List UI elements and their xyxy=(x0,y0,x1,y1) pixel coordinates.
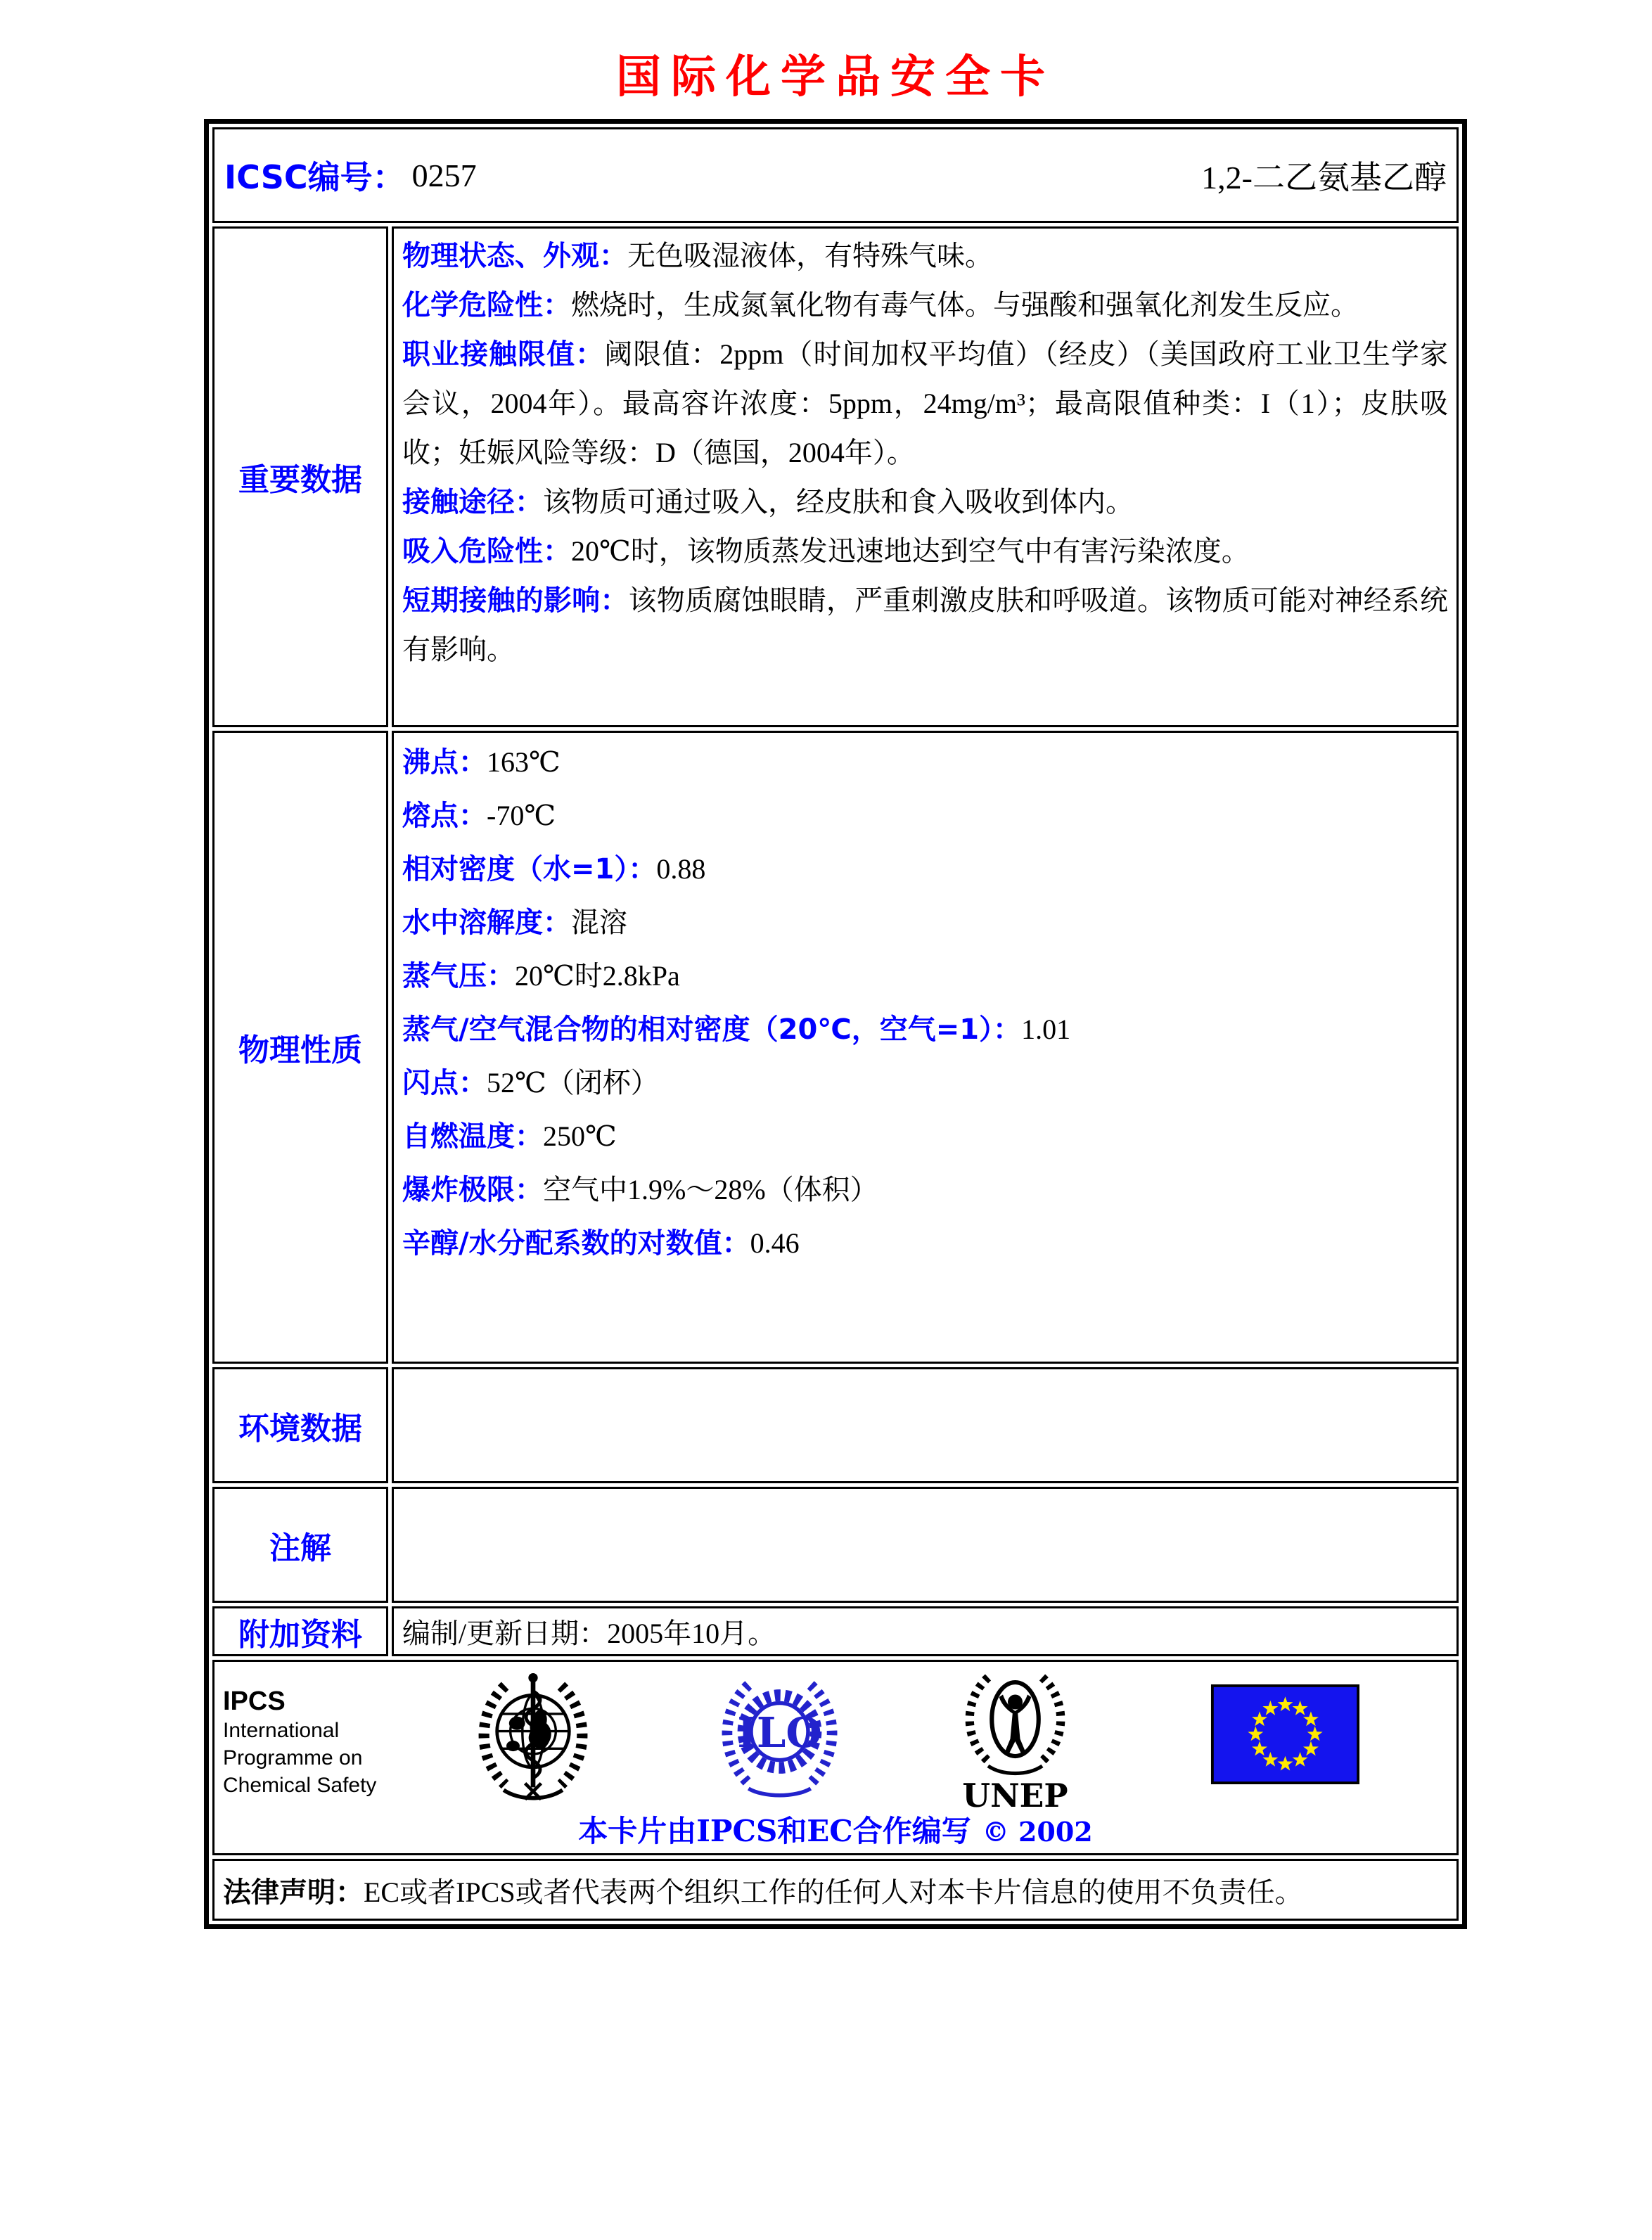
field-exposure-routes: 接触途径：该物质可通过吸入，经皮肤和食入吸收到体内。 xyxy=(402,486,1134,518)
legal-label: 法律声明： xyxy=(223,1876,364,1909)
prop-autoignition-temp: 自燃温度：250℃ xyxy=(402,1120,617,1153)
section-label-additional-info: 附加资料 xyxy=(212,1606,388,1656)
ipcs-title: IPCS xyxy=(223,1687,286,1716)
header-row xyxy=(212,127,1459,223)
physical-properties-content xyxy=(392,731,1459,1364)
field-inhalation-risk: 吸入危险性：20℃时，该物质蒸发迅速地达到空气中有害污染浓度。 xyxy=(402,535,1250,568)
copyright: © 2002 xyxy=(982,1816,1093,1848)
section-physical-properties xyxy=(212,731,1459,1364)
section-label-notes: 注解 xyxy=(212,1487,388,1603)
unep-logo xyxy=(954,1668,1077,1815)
eu-flag xyxy=(1210,1684,1361,1784)
prop-flash-point: 闪点：52℃（闭杯） xyxy=(402,1067,659,1099)
prop-octanol-water: 辛醇/水分配系数的对数值：0.46 xyxy=(402,1227,800,1260)
section-environmental-data xyxy=(212,1367,1459,1483)
credit-line xyxy=(214,1808,1456,1850)
prop-relative-density: 相对密度（水=1）：0.88 xyxy=(402,853,706,885)
prop-boiling-point: 沸点：163℃ xyxy=(402,746,561,779)
footer-cell xyxy=(212,1660,1459,1855)
update-date: 编制/更新日期：2005年10月。 xyxy=(402,1618,776,1649)
section-label-important-data: 重要数据 xyxy=(212,226,388,727)
field-physical-state: 物理状态、外观：无色吸湿液体，有特殊气味。 xyxy=(402,240,993,272)
prop-melting-point: 熔点：-70℃ xyxy=(402,800,556,832)
field-chemical-danger: 化学危险性：燃烧时，生成氮氧化物有毒气体。与强酸和强氧化剂发生反应。 xyxy=(402,289,1359,321)
prop-vapor-pressure: 蒸气压：20℃时2.8kPa xyxy=(402,960,680,992)
icsc-number-value: 0257 xyxy=(411,157,477,193)
legal-cell xyxy=(212,1859,1459,1921)
page-title: 国际化学品安全卡 xyxy=(616,51,1055,103)
who-logo xyxy=(466,1669,600,1810)
prop-explosive-limits: 爆炸极限：空气中1.9%～28%（体积） xyxy=(402,1174,878,1206)
icsc-card xyxy=(204,119,1467,1929)
prop-water-solubility: 水中溶解度：混溶 xyxy=(402,907,627,939)
credit-text: 本卡片由IPCS和EC合作编写 xyxy=(578,1814,971,1848)
section-label-physical-properties: 物理性质 xyxy=(212,731,388,1364)
section-important-data xyxy=(212,226,1459,727)
icsc-number-label: ICSC编号： xyxy=(224,158,405,196)
section-label-environmental-data: 环境数据 xyxy=(212,1367,388,1483)
legal-row xyxy=(212,1859,1459,1921)
section-notes xyxy=(212,1487,1459,1603)
ipcs-block: IPCS International Programme on Chemical Safety xyxy=(223,1687,377,1797)
legal-text: EC或者IPCS或者代表两个组织工作的任何人对本卡片信息的使用不负责任。 xyxy=(364,1876,1303,1908)
field-short-term-effects: 短期接触的影响：该物质腐蚀眼睛，严重刺激皮肤和呼吸道。该物质可能对神经系统有影响。 xyxy=(402,584,1449,665)
unep-letters: UNEP xyxy=(962,1776,1068,1815)
ilo-letters: ILO xyxy=(737,1708,822,1758)
header-cell xyxy=(212,127,1459,223)
footer-row xyxy=(212,1660,1459,1855)
important-data-content xyxy=(392,226,1459,727)
chemical-name: 1,2-二乙氨基乙醇 xyxy=(1201,160,1447,196)
section-additional-info xyxy=(212,1606,1459,1656)
environmental-data-content xyxy=(392,1367,1459,1483)
ilo-logo xyxy=(715,1675,845,1798)
additional-info-content xyxy=(392,1606,1459,1656)
notes-content xyxy=(392,1487,1459,1603)
prop-vapor-air-density: 蒸气/空气混合物的相对密度（20℃，空气=1）：1.01 xyxy=(402,1013,1071,1046)
field-occupational-limits: 职业接触限值：阈限值：2ppm（时间加权平均值）（经皮）（美国政府工业卫生学家会议，2004年）。最高容许浓度：5ppm，24mg/m³；最高限值种类：I（1）；皮肤吸收；妊娠风险等级：D（德国，2004年）。 xyxy=(402,338,1448,468)
